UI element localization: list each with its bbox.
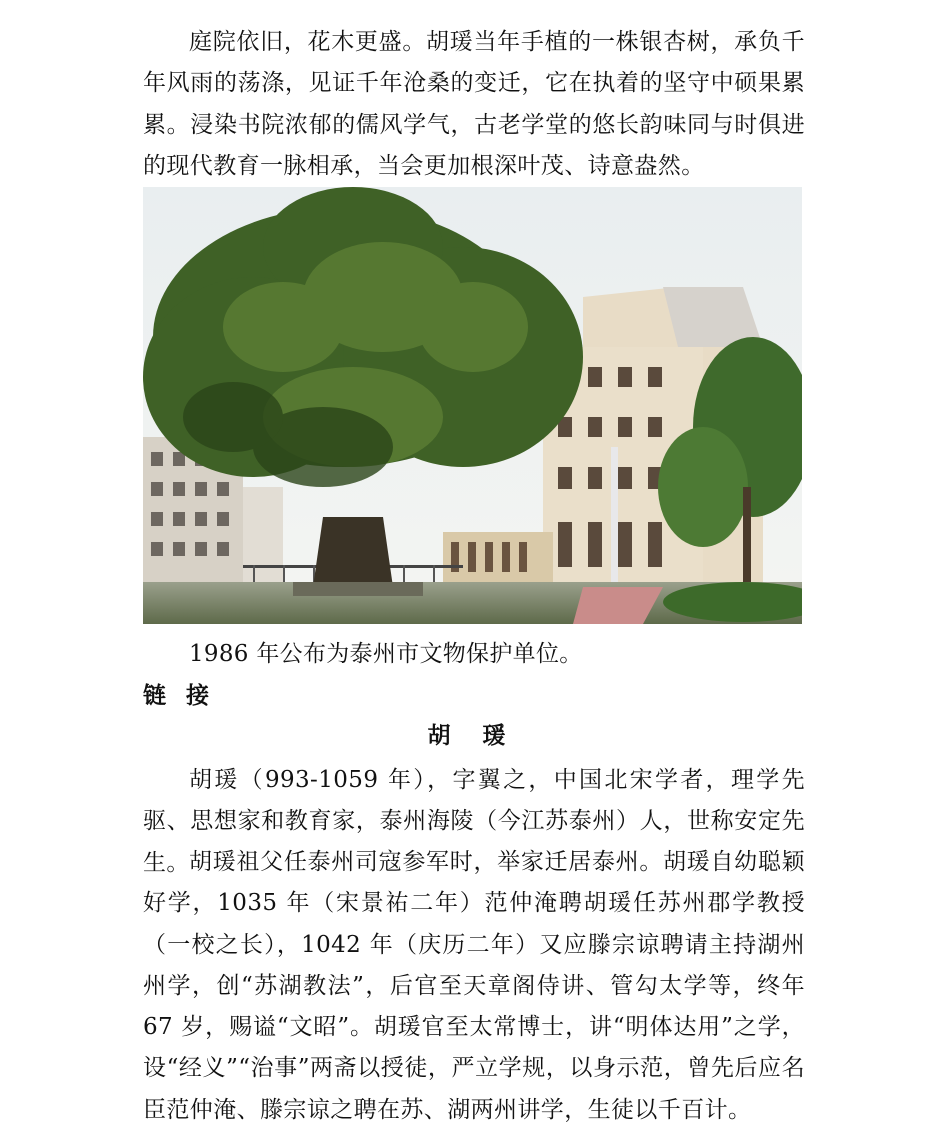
bio-paragraph-1: 胡瑗（993-1059 年），字翼之，中国北宋学者，理学先驱、思想家和教育家，泰州海陵（今江苏泰州）人，世称安定先生。 xyxy=(143,767,805,876)
photo-caption: 1986 年公布为泰州市文物保护单位。 xyxy=(189,641,583,667)
section-heading: 链 接 xyxy=(143,682,216,709)
intro-paragraph: 庭院依旧，花木更盛。胡瑗当年手植的一株银杏树，承负千年风雨的荡涤，见证千年沧桑的变迁，它在执着的坚守中硕果累累。浸染书院浓郁的儒风学气，古老学堂的悠长韵味同与时俱进的现代教育一脉相承，当会更加根深叶茂、诗意盎然。 xyxy=(143,29,805,179)
photo-drawing xyxy=(143,187,802,624)
bio-paragraph-2: 胡瑗祖父任泰州司寇参军时，举家迁居泰州。胡瑗自幼聪颖好学，1035 年（宋景祐二年）范仲淹聘胡瑗任苏州郡学教授（一校之长），1042 年（庆历二年）又应滕宗谅聘请主持湖州州学，创“苏湖教法”，后官至天章阁侍讲、管勾太学等，终年 67 岁，赐谥“文昭”。胡瑗官至太常博士，讲“明体达用”之学，设“经义”“治事”两斋以授徒，严立学规，以身示范，曾先后应名臣范仲淹、滕宗谅之聘在苏、湖两州讲学，生徒以千百计。 xyxy=(143,849,805,1123)
subsection-title: 胡 瑗 xyxy=(427,722,518,749)
ginkgo-tree-photo xyxy=(143,187,802,624)
